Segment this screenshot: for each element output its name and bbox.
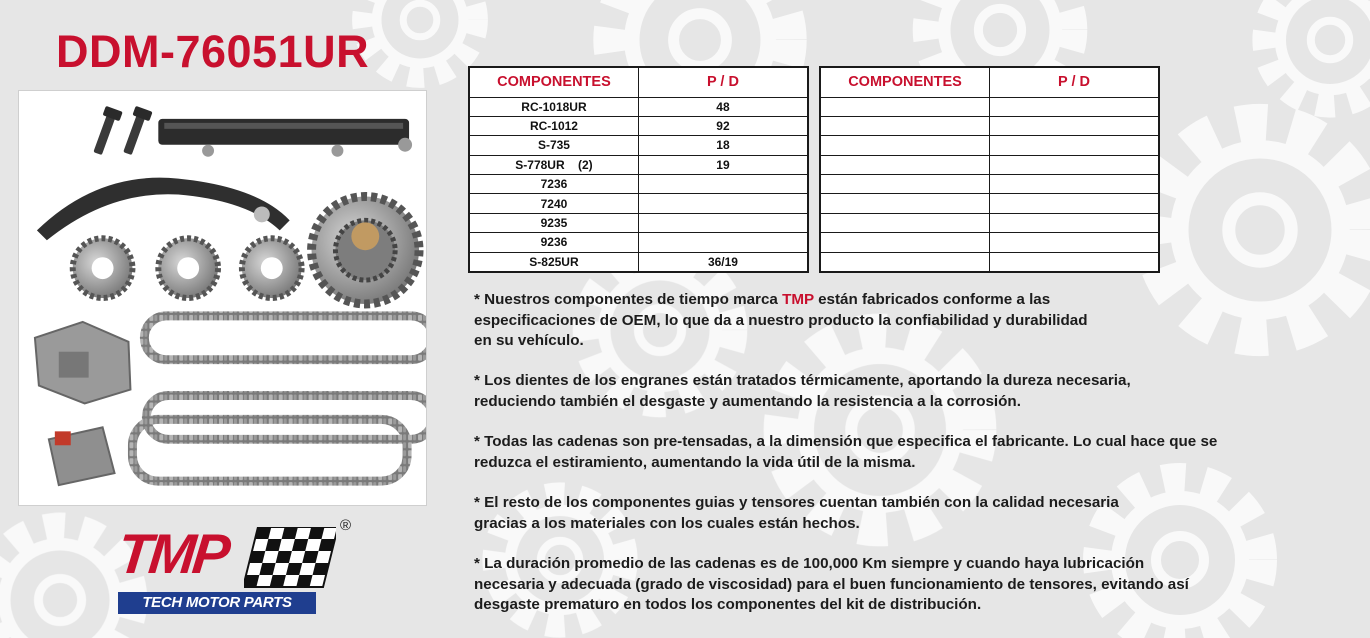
- note-text: desgaste prematuro en todos los componentes del kit de distribución.: [474, 596, 982, 613]
- component-cell: 7236: [469, 175, 638, 194]
- component-cell: 9235: [469, 213, 638, 232]
- table-row: [469, 252, 808, 271]
- pd-cell: 36/19: [638, 252, 808, 271]
- component-cell: [820, 194, 989, 213]
- table-row: [820, 175, 1159, 194]
- component-cell: RC-1012: [469, 116, 638, 135]
- pd-cell: [989, 97, 1159, 116]
- logo-tagline: TECH MOTOR PARTS: [118, 592, 316, 614]
- bolts-image: [93, 106, 152, 155]
- pd-cell: 48: [638, 97, 808, 116]
- logo-brand-text: TMP: [114, 522, 231, 585]
- product-photo: [18, 90, 427, 506]
- tmp-logo: [114, 517, 358, 617]
- component-cell: [820, 175, 989, 194]
- pd-cell: [989, 175, 1159, 194]
- note-text: especificaciones de OEM, lo que da a nuestro producto la confiabilidad y durabilidad: [474, 311, 1088, 329]
- pd-cell: [989, 136, 1159, 155]
- table-row: [469, 194, 808, 213]
- table-row: [469, 233, 808, 252]
- table-row: [469, 155, 808, 174]
- curved-guide-image: [37, 178, 290, 241]
- component-cell: 7240: [469, 194, 638, 213]
- note-text: reduzca el estiramiento, aumentando la vida útil de la misma.: [474, 453, 916, 471]
- straight-guide-image: [158, 119, 412, 157]
- note-text: * La duración promedio de las cadenas es de 100,000 Km siempre y cuando haya lubricación: [474, 555, 1145, 572]
- table-row: [820, 213, 1159, 232]
- header-pd: P / D: [638, 67, 808, 97]
- component-cell: [820, 213, 989, 232]
- brand-highlight: TMP: [782, 291, 814, 308]
- pd-cell: [989, 213, 1159, 232]
- component-cell: [820, 233, 989, 252]
- table-row: [469, 213, 808, 232]
- note-text: * El resto de los componentes guias y tensores cuentan también con la calidad necesaria: [474, 494, 1119, 511]
- note-guides-tensioners: [474, 493, 1364, 534]
- component-cell: S-778UR (2): [469, 155, 638, 174]
- note-chains: [474, 432, 1364, 473]
- note-text: * Los dientes de los engranes están tratados térmicamente, aportando la dureza necesaria,: [474, 372, 1131, 389]
- pd-cell: [638, 175, 808, 194]
- tensioners-image: [35, 322, 131, 485]
- component-cell: [820, 136, 989, 155]
- pd-cell: [989, 252, 1159, 271]
- chains-image: [132, 316, 426, 481]
- component-cell: 9236: [469, 233, 638, 252]
- component-cell: [820, 155, 989, 174]
- product-code-title: DDM-76051UR: [56, 26, 370, 77]
- table-row: [820, 252, 1159, 271]
- pd-cell: [638, 213, 808, 232]
- table-header-row: [820, 67, 1159, 97]
- pd-cell: [989, 233, 1159, 252]
- checkered-flag-icon: [244, 527, 336, 589]
- component-cell: [820, 116, 989, 135]
- components-table-right: [819, 66, 1160, 273]
- component-cell: [820, 97, 989, 116]
- sprockets-image: [73, 196, 419, 303]
- header-pd: P / D: [989, 67, 1159, 97]
- note-chain-lifespan: [474, 554, 1364, 616]
- registered-mark: ®: [340, 517, 352, 534]
- note-text: en su vehículo.: [474, 332, 584, 349]
- note-oem-quality: [474, 290, 1364, 352]
- pd-cell: [638, 233, 808, 252]
- note-text: gracias a los materiales con los cuales están hechos.: [474, 514, 860, 532]
- note-text: * Todas las cadenas son pre-tensadas, a la dimensión que especifica el fabricante. Lo cual hace que se: [474, 433, 1218, 450]
- pd-cell: 18: [638, 136, 808, 155]
- table-row: [469, 136, 808, 155]
- pd-cell: [989, 155, 1159, 174]
- header-componentes: COMPONENTES: [469, 67, 638, 97]
- component-cell: [820, 252, 989, 271]
- table-row: [469, 97, 808, 116]
- pd-cell: 19: [638, 155, 808, 174]
- table-header-row: [469, 67, 808, 97]
- table-row: [469, 175, 808, 194]
- components-table-left: [468, 66, 809, 273]
- note-text: * Nuestros componentes de tiempo marca: [474, 291, 783, 308]
- component-cell: RC-1018UR: [469, 97, 638, 116]
- table-row: [820, 136, 1159, 155]
- table-row: [820, 233, 1159, 252]
- note-gear-teeth: [474, 371, 1364, 412]
- pd-cell: 92: [638, 116, 808, 135]
- pd-cell: [989, 194, 1159, 213]
- note-text: están fabricados conforme a las: [813, 291, 1051, 308]
- pd-cell: [638, 194, 808, 213]
- table-row: [469, 116, 808, 135]
- note-text: necesaria y adecuada (grado de viscosidad) para el buen funcionamiento de tensores, evitando así: [474, 575, 1189, 593]
- note-text: reduciendo también el desgaste y aumentando la resistencia a la corrosión.: [474, 392, 1021, 410]
- header-componentes: COMPONENTES: [820, 67, 989, 97]
- pd-cell: [989, 116, 1159, 135]
- table-row: [820, 97, 1159, 116]
- component-cell: S-735: [469, 136, 638, 155]
- table-row: [820, 155, 1159, 174]
- component-cell: S-825UR: [469, 252, 638, 271]
- table-row: [820, 194, 1159, 213]
- table-row: [820, 116, 1159, 135]
